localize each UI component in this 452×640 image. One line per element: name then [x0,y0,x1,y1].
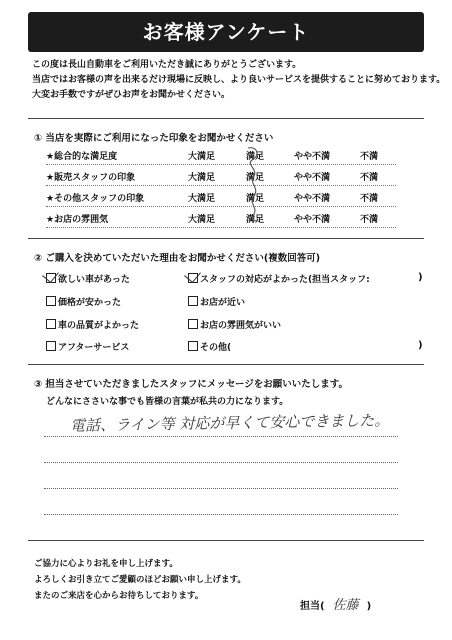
intro-line: 当店ではお客様の声を出来るだけ現場に反映し、より良いサービスを提供することに努めております。 [32,75,446,85]
intro-line: この度は長山自動車をご利用いただき誠にありがとうございます。 [32,60,302,70]
checkbox-wanted-car[interactable]: 欲しい車があった [46,272,130,285]
option-dissatisfied[interactable]: 不満 [360,215,379,225]
closing-line: またのご来店を心からお待ちしております。 [34,591,204,601]
option-satisfied[interactable]: 満足 [246,152,265,162]
option-very-satisfied[interactable]: 大満足 [188,173,216,183]
rating-row [46,210,386,228]
checkbox[interactable] [188,341,198,351]
checkbox-other[interactable]: その他( [188,340,231,353]
checkbox-after-service[interactable]: アフターサービス [46,340,129,353]
checkbox[interactable] [188,296,198,306]
option-somewhat-dissatisfied[interactable]: やや不満 [294,194,331,204]
row-underline [46,227,396,228]
section-divider [28,364,424,365]
intro-line: 大変お手数ですがぜひお声をお聞かせください。 [32,90,231,100]
checkbox-checked[interactable] [188,273,198,283]
option-satisfied[interactable]: 満足 [246,215,265,225]
option-somewhat-dissatisfied[interactable]: やや不満 [294,152,331,162]
rating-label: ★総合的な満足度 [46,152,118,162]
option-dissatisfied[interactable]: 不満 [360,152,379,162]
checkbox-staff-service[interactable]: スタッフの対応がよかった(担当スタッフ: [188,272,370,285]
checkbox-checked[interactable] [46,273,56,283]
row-underline [46,164,396,165]
staff-name[interactable]: 佐藤 [332,598,359,613]
handwritten-circle-mark [242,144,264,224]
checkbox[interactable] [46,319,56,329]
option-very-satisfied[interactable]: 大満足 [188,215,216,225]
message-handwriting[interactable]: 電話、ライン等 対応が早くて安心できました。 [69,411,390,435]
section-divider [28,118,424,119]
write-line [44,436,398,437]
row-underline [46,185,396,186]
option-satisfied[interactable]: 満足 [246,194,265,204]
rating-row [46,147,386,165]
survey-title: お客様アンケート [28,12,424,52]
intro-text [32,58,445,103]
question-1-title: ① 当店を実際にご利用になった印象をお聞かせください [34,133,274,144]
question-3-title: ③ 担当させていただきましたスタッフにメッセージをお願いいたします。 [34,379,349,390]
option-satisfied[interactable]: 満足 [246,173,265,183]
checkbox-store-nearby[interactable]: お店が近い [188,295,245,308]
rating-label: ★販売スタッフの印象 [46,173,136,183]
section-divider [28,540,424,541]
staff-signature [300,594,371,613]
section-divider [28,238,424,239]
option-dissatisfied[interactable]: 不満 [360,173,379,183]
checkbox[interactable] [188,319,198,329]
close-paren: ) [418,340,423,351]
rating-row [46,189,386,207]
closing-line: ご協力に心よりお礼を申し上げます。 [34,559,178,569]
rating-label: ★その他スタッフの印象 [46,194,145,204]
option-somewhat-dissatisfied[interactable]: やや不満 [294,215,331,225]
option-very-satisfied[interactable]: 大満足 [188,194,216,204]
option-very-satisfied[interactable]: 大満足 [188,152,216,162]
rating-row [46,168,386,186]
checkbox-car-quality[interactable]: 車の品質がよかった [46,318,139,331]
checkbox-low-price[interactable]: 価格が安かった [46,295,121,308]
question-2-title: ② ご購入を決めていただいた理由をお聞かせください(複数回答可) [34,253,321,264]
staff-close: ) [366,601,372,612]
rating-label: ★お店の雰囲気 [46,215,109,225]
checkbox[interactable] [46,296,56,306]
option-dissatisfied[interactable]: 不満 [360,194,379,204]
question-3-subtitle: どんなにささいな事でも皆様の言葉が私共の力になります。 [46,397,289,407]
staff-label: 担当( [300,601,325,612]
closing-line: よろしくお引き立てご愛顧のほどお願い申し上げます。 [34,575,246,585]
checkbox-store-atmosphere[interactable]: お店の雰囲気がいい [188,318,281,331]
write-line [44,514,398,515]
option-somewhat-dissatisfied[interactable]: やや不満 [294,173,331,183]
write-line [44,488,398,489]
close-paren: ) [418,272,423,283]
row-underline [46,206,396,207]
checkbox[interactable] [46,341,56,351]
write-line [44,462,398,463]
closing-text [34,556,246,604]
